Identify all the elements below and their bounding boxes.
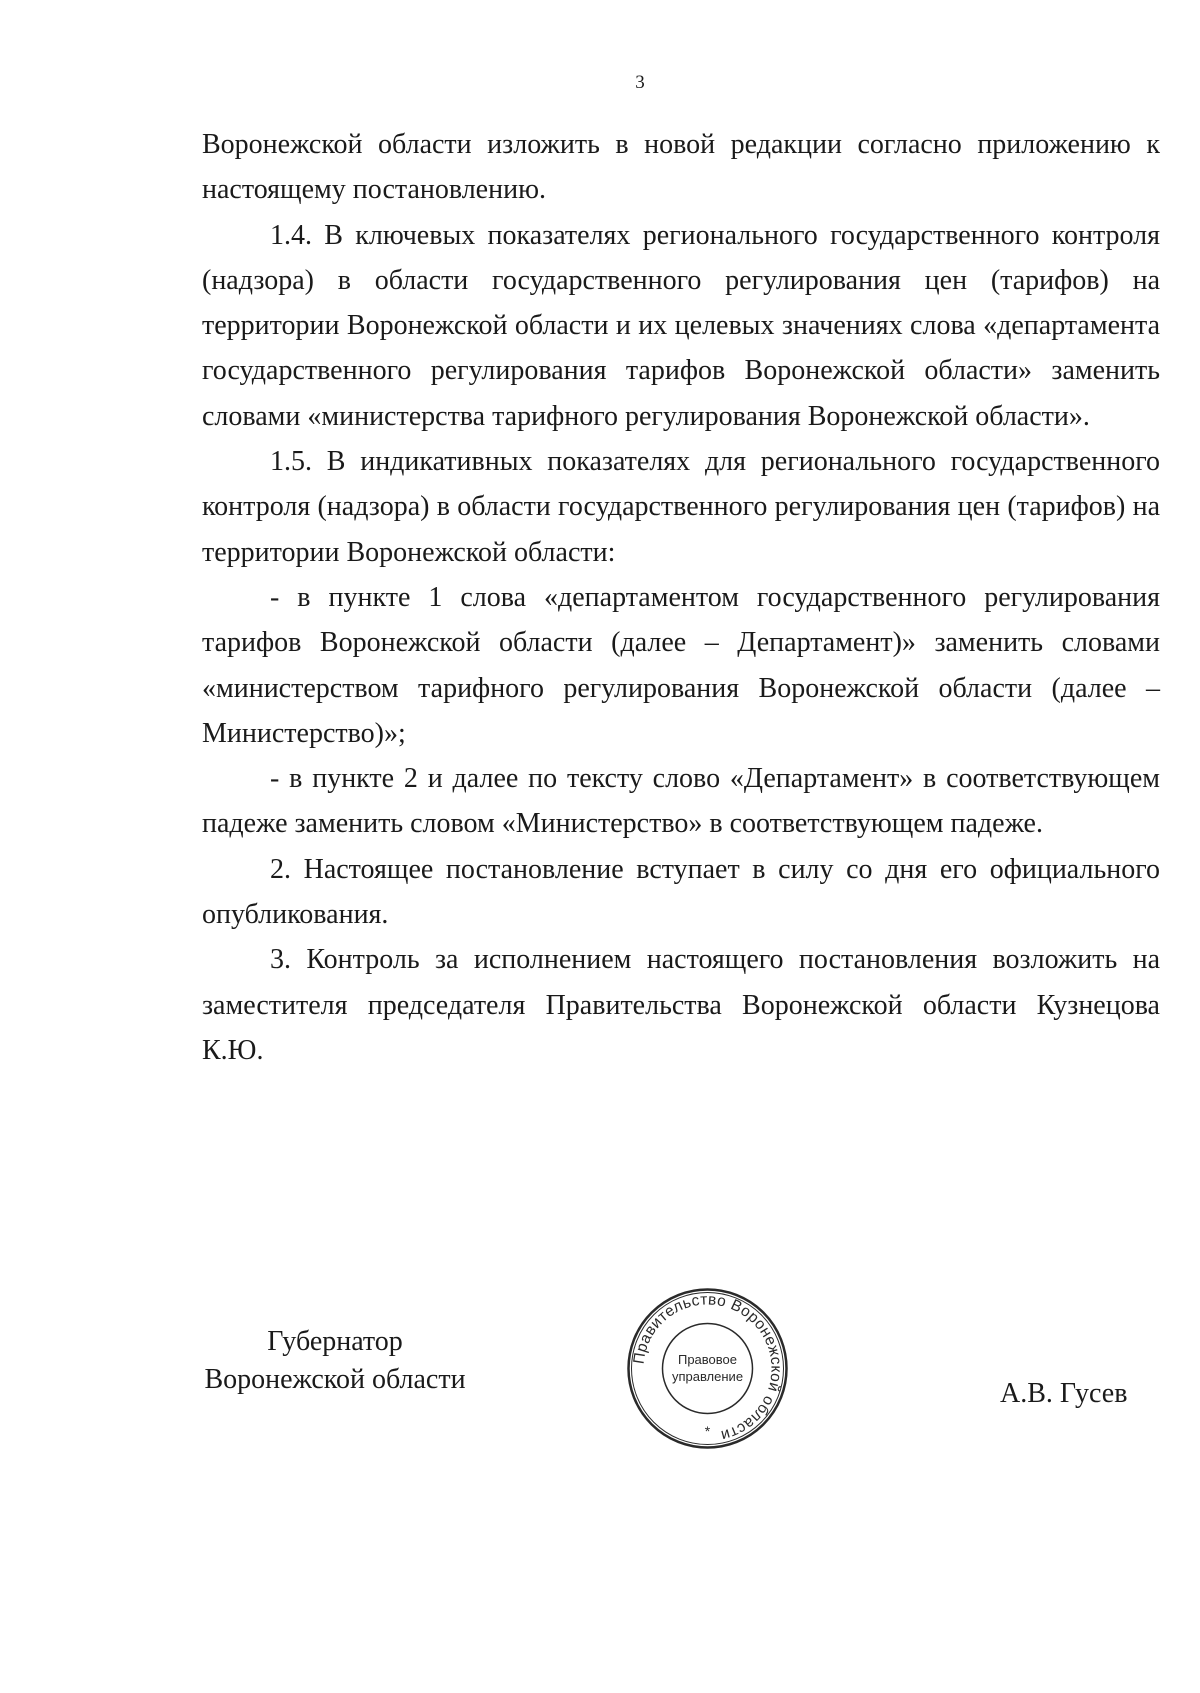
seal-star-mark: * [704,1423,711,1439]
signatory-name: А.В. Гусев [1000,1378,1128,1409]
signatory-title: Губернатор [267,1326,403,1357]
page-number: 3 [635,72,645,93]
paragraph-1-5-item-2: - в пункте 2 и далее по тексту слово «Департамент» в соответствующем падеже заменить словом «Министерство» в соответствующем падеже. [202,763,1160,840]
paragraph-3: 3. Контроль за исполнением настоящего постановления возложить на заместителя председателя Правительства Воронежской области Кузнецова К.Ю. [202,944,1160,1066]
seal-center-line-2: управление [671,1369,744,1384]
paragraph-2: 2. Настоящее постановление вступает в силу со дня его официального опубликования. [202,853,1160,931]
official-seal-stamp [625,1286,790,1451]
paragraph-1-4: 1.4. В ключевых показателях регионального государственного контроля (надзора) в области государственного регулирования цен (тарифов) на территории Воронежской области и их целевых значениях слова «департамента государственного регулирования тарифов Воронежской области» заменить словами «министерства тарифного регулирования Воронежской области». [202,219,1160,432]
signatory-region: Воронежской области [204,1364,466,1395]
paragraph-1-5: 1.5. В индикативных показателях для регионального государственного контроля (надзора) в области государственного регулирования цен (тарифов) на территории Воронежской области: [202,446,1160,568]
seal-center-line-1: Правовое [677,1352,738,1367]
document-body [202,122,1160,1073]
seal-ring-text: Правительство Воронежской области [630,1291,785,1444]
signatory-position [190,1323,480,1399]
paragraph-1-5-item-1: - в пункте 1 слова «департаментом государственного регулирования тарифов Воронежской области (далее – Департамент)» заменить словами «министерством тарифного регулирования Воронежской области (далее – Министерство)»; [202,581,1160,749]
paragraph-continuation: Воронежской области изложить в новой редакции согласно приложению к настоящему постановлению. [202,129,1160,206]
